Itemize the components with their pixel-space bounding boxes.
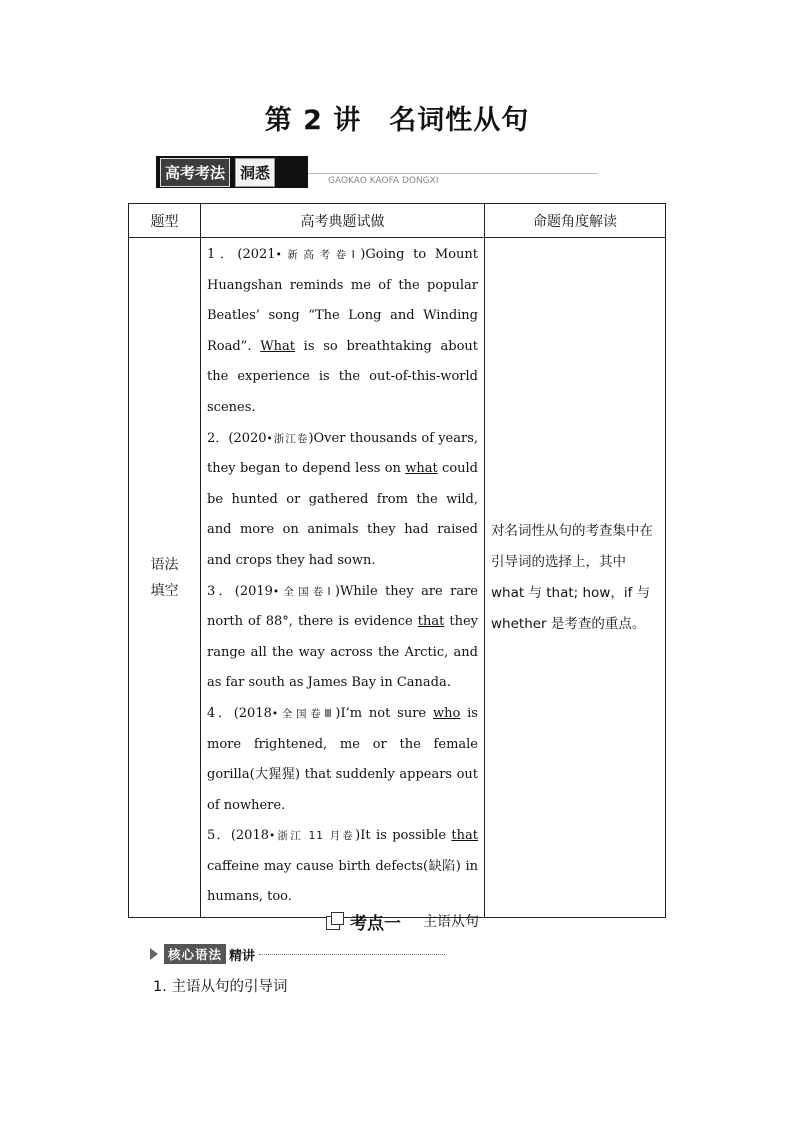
- section-banner: [156, 156, 456, 192]
- question-source: •浙江卷: [266, 432, 309, 445]
- question-source: •浙江 11 月卷: [268, 830, 356, 843]
- answer-blank: what: [405, 461, 438, 477]
- question-item: 2．(2020•浙江卷)Over thousands of years, they began to depend less on what could be hunted or gathered from the wild, and more on animals they had raised and crops they had sown.: [207, 430, 479, 568]
- grammar-heading-box: 核心语法: [164, 944, 226, 964]
- grammar-heading-rest: 精讲: [229, 948, 256, 964]
- answer-blank: that: [417, 614, 445, 630]
- overlapping-squares-icon: [326, 912, 344, 930]
- question-item: 3．(2019•全国卷Ⅰ)While they are rare north of 88°, there is evidence that they range all the way across the Arctic, and as far south as James Bay in Canada.: [207, 583, 478, 691]
- question-source: •全国卷Ⅰ: [272, 585, 335, 598]
- question-type-cell: [129, 238, 201, 918]
- question-item: 4．(2018•全国卷Ⅲ)I’m not sure who is more frightened, me or the female gorilla(大猩猩) that suddenly appears out of nowhere.: [207, 705, 478, 813]
- banner-subtitle: GAOKAO KAOFA DONGXI: [328, 176, 439, 186]
- banner-label-secondary: 洞悉: [235, 158, 275, 187]
- kaodian-title: 考点一: [350, 913, 401, 934]
- question-type-label: 语法填空: [150, 556, 179, 599]
- kaodian-subtitle: 主语从句: [423, 914, 479, 930]
- exam-table: [128, 203, 666, 918]
- kaodian-heading: [326, 907, 479, 935]
- page-title: 第 2 讲 名词性从句: [264, 105, 530, 136]
- table-row: [129, 238, 666, 918]
- header-analysis: 命题角度解读: [485, 204, 666, 238]
- section-heading: 1. 主语从句的引导词: [153, 979, 288, 995]
- answer-blank: What: [260, 338, 295, 354]
- triangle-arrow-icon: [150, 948, 158, 960]
- question-source: •新高考卷Ⅰ: [275, 249, 361, 261]
- banner-box: [156, 156, 308, 188]
- analysis-cell: 对名词性从句的考查集中在引导词的选择上，其中 what 与 that; how，if 与 whether 是考查的重点。: [485, 238, 666, 918]
- dotted-divider: [259, 954, 445, 955]
- question-item: 1．(2021•新高考卷Ⅰ)Going to Mount Huangshan reminds me of the popular Beatles’ song “The Long and Winding Road”. What is so breathtaking about the experience is the out-of-this-world scenes.: [207, 247, 478, 415]
- table-header-row: [129, 204, 666, 238]
- grammar-heading: [150, 944, 445, 964]
- question-item: 5．(2018•浙江 11 月卷)It is possible that caffeine may cause birth defects(缺陷) in humans, too.: [207, 828, 478, 905]
- question-source: •全国卷Ⅲ: [271, 707, 336, 720]
- banner-label-main: 高考考法: [160, 158, 230, 187]
- header-questions: 高考典题试做: [201, 204, 485, 238]
- questions-cell: [201, 238, 485, 918]
- banner-divider: [308, 173, 598, 174]
- answer-blank: that: [451, 828, 478, 844]
- header-type: 题型: [129, 204, 201, 238]
- answer-blank: who: [432, 705, 461, 721]
